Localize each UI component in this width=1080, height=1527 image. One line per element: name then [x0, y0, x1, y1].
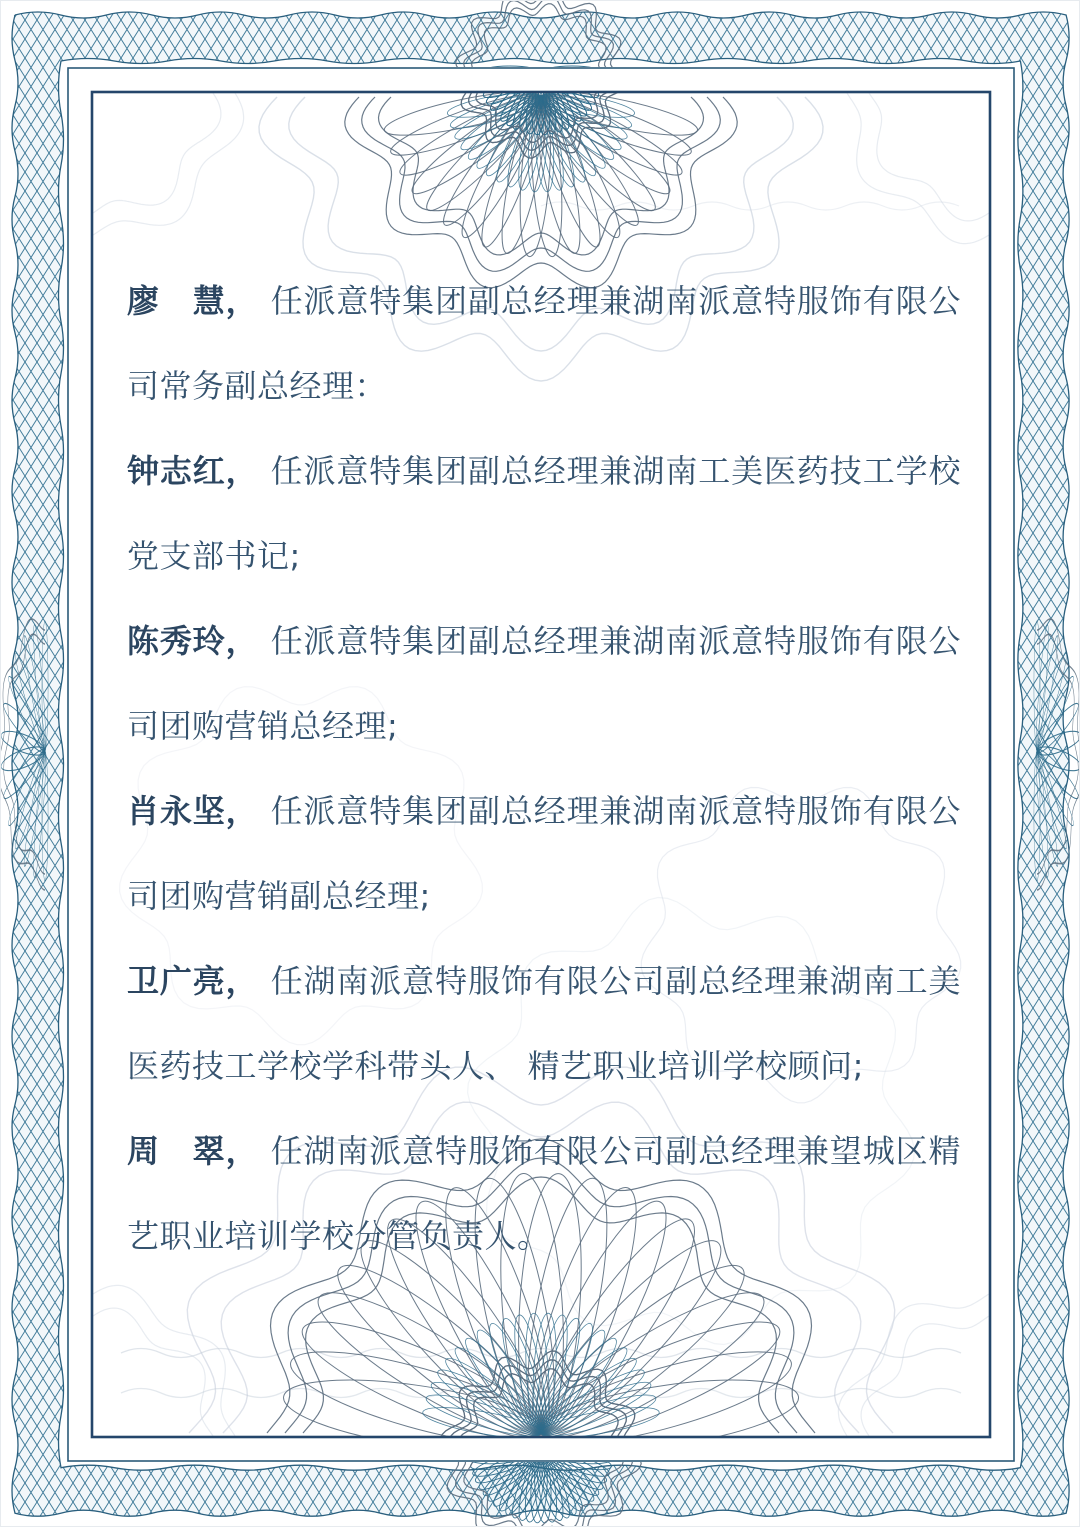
appointment-entry: [127, 1109, 961, 1279]
appointment-entry: [127, 939, 961, 1109]
appointment-text: 任派意特集团副总经理兼湖南派意特服饰有限公司团购营销副总经理;: [127, 792, 961, 915]
appointment-text: 任派意特集团副总经理兼湖南派意特服饰有限公司团购营销总经理;: [127, 622, 961, 745]
person-name: 陈秀玲，: [127, 622, 259, 660]
appointment-text: 任湖南派意特服饰有限公司副总经理兼湖南工美医药技工学校学科带头人、 精艺职业培训学校顾问;: [127, 962, 961, 1085]
appointment-entry: [127, 259, 961, 429]
appointment-entry: [127, 769, 961, 939]
appointment-text: 任湖南派意特服饰有限公司副总经理兼望城区精艺职业培训学校分管负责人。: [127, 1132, 961, 1255]
appointment-text: 任派意特集团副总经理兼湖南派意特服饰有限公司常务副总经理：: [127, 282, 961, 405]
person-name: 钟志红，: [127, 452, 259, 490]
appointment-list: [127, 259, 961, 1279]
person-name: 肖永坚，: [127, 792, 259, 830]
person-name: 卫广亮，: [127, 962, 259, 1000]
appointment-text: 任派意特集团副总经理兼湖南工美医药技工学校党支部书记;: [127, 452, 961, 575]
appointment-entry: [127, 429, 961, 599]
appointment-entry: [127, 599, 961, 769]
person-name: 廖 慧，: [127, 282, 259, 320]
person-name: 周 翠，: [127, 1132, 259, 1170]
